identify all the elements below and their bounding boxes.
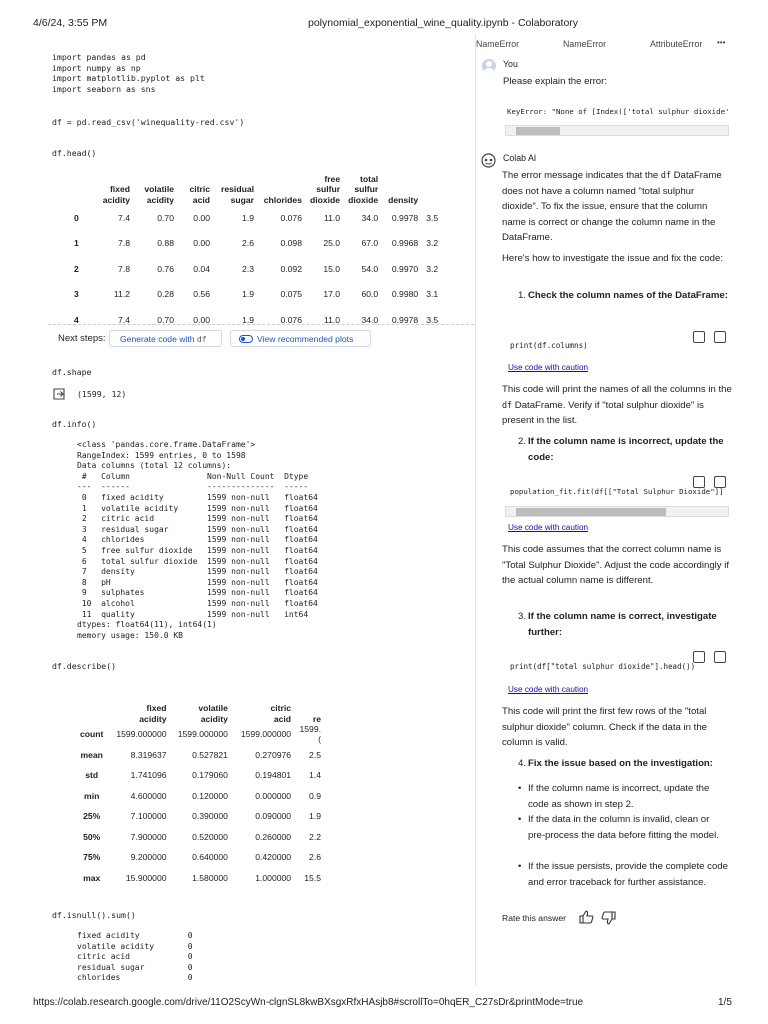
describe-cell: 1.4 — [309, 770, 321, 781]
print-page-number: 1/5 — [718, 997, 732, 1008]
head-cell: 7.4 — [118, 314, 130, 325]
head-output-table — [70, 173, 474, 333]
describe-cell: 1599.000000 — [116, 729, 167, 740]
ai-paragraph-2: Here's how to investigate the issue and fix the code: — [502, 253, 724, 264]
use-code-link-1[interactable]: Use code with caution — [508, 363, 589, 372]
describe-cell: 2.2 — [309, 831, 321, 842]
head-cell: 11.0 — [324, 314, 341, 325]
describe-cell: 7.100000 — [130, 811, 167, 822]
head-cell: 7.8 — [118, 238, 130, 249]
step-4-text: Fix the issue based on the investigation: — [528, 758, 713, 769]
describe-cell: 75% — [83, 852, 101, 863]
describe-cell: 0.390000 — [192, 811, 228, 822]
describe-header-cell — [76, 692, 107, 724]
head-header-cell: chlorides — [263, 194, 302, 205]
colab-ai-icon — [481, 153, 496, 171]
user-message: Please explain the error: — [503, 76, 607, 87]
describe-cell: 9.200000 — [130, 852, 167, 863]
head-cell: 25.0 — [323, 238, 341, 249]
code-cell-head[interactable]: df.head() — [52, 148, 97, 158]
head-cell: 7.4 — [118, 212, 130, 223]
step-3-text: If the column name is correct, investigate further: — [528, 611, 717, 638]
head-cell: 11.2 — [113, 289, 130, 300]
bullet-3: • If the issue persists, provide the complete code and error traceback for further assistance. — [518, 861, 728, 888]
describe-header-cell: re — [312, 713, 321, 724]
describe-header-cell: fixed acidity — [139, 703, 167, 724]
describe-row — [76, 745, 325, 766]
code-suggestion-3: print(df["total sulphur dioxide"].head()) — [510, 662, 696, 671]
thumbs-up-icon[interactable] — [579, 910, 594, 927]
describe-row — [76, 847, 325, 868]
user-name: You — [503, 59, 518, 69]
head-cell: 0.9978 — [391, 212, 419, 223]
describe-row — [76, 868, 325, 889]
head-cell: 3.2 — [426, 238, 439, 249]
head-cell: 34.0 — [361, 314, 379, 325]
head-cell: 0.76 — [157, 263, 174, 274]
describe-cell: 25% — [83, 811, 101, 822]
thumbs-down-icon[interactable] — [601, 911, 616, 928]
ai-p1-df: df — [660, 170, 672, 180]
head-header-cell: free sulfur dioxide — [310, 173, 341, 205]
step-3: 3. If the column name is correct, investigate further: — [518, 611, 717, 638]
describe-cell: 2.6 — [309, 852, 321, 863]
head-cell: 54.0 — [361, 263, 379, 274]
head-cell: 2.6 — [242, 238, 254, 249]
head-cell: 3.2 — [426, 263, 439, 274]
rate-answer-label: Rate this answer — [502, 913, 567, 923]
next-steps-label: Next steps: — [58, 333, 106, 344]
code-cell-imports[interactable]: import pandas as pd import numpy as np import matplotlib.pyplot as plt import seaborn as sns — [52, 52, 205, 94]
code-suggestion-1: print(df.columns) — [510, 341, 588, 350]
head-cell: 0.00 — [193, 212, 210, 223]
copy-icon-1[interactable] — [693, 331, 705, 343]
describe-cell: std — [85, 770, 99, 781]
head-cell: 0 — [74, 212, 79, 223]
step-1: 1. Check the column names of the DataFrame: — [518, 290, 728, 301]
head-cell: 2 — [74, 263, 79, 274]
output-arrow-icon — [53, 388, 65, 403]
head-header-cell: citric acid — [189, 184, 210, 205]
describe-row — [76, 724, 325, 745]
ai-p3-text-b: DataFrame. Verify if "total sulphur dioxide" is present in the list. — [502, 399, 704, 427]
head-cell: 0.092 — [280, 263, 302, 274]
colab-ai-panel — [475, 34, 737, 986]
describe-cell: 0.179060 — [192, 770, 228, 781]
head-cell: 0.075 — [280, 289, 302, 300]
head-header-cell — [422, 173, 442, 205]
head-cell: 4 — [74, 314, 79, 325]
describe-cell: 1.741096 — [130, 770, 167, 781]
describe-cell: 1.9 — [309, 811, 321, 822]
more-options-icon[interactable]: ••• — [717, 38, 726, 47]
describe-cell: min — [84, 790, 100, 801]
head-cell: 7.8 — [118, 263, 130, 274]
describe-cell: 2.5 — [309, 749, 321, 760]
describe-row — [76, 786, 325, 807]
head-cell: 0.70 — [157, 314, 174, 325]
insert-icon-1[interactable] — [714, 331, 726, 343]
describe-cell: 8.319637 — [130, 749, 167, 760]
head-row — [70, 256, 442, 282]
head-cell: 0.9968 — [391, 238, 419, 249]
head-cell: 0.70 — [157, 212, 174, 223]
describe-cell: 0.120000 — [192, 790, 228, 801]
generate-code-label: Generate code with — [120, 334, 195, 344]
describe-row — [76, 806, 325, 827]
head-cell: 0.56 — [193, 289, 210, 300]
ai-p1-text-b: DataFrame does not have a column named "total sulphur dioxide". To fix the issue, ensure that the column name is correct or change the column name in the DataFrame. — [502, 170, 722, 244]
head-cell: 3.5 — [426, 212, 439, 223]
head-row — [70, 205, 442, 231]
ai-name: Colab AI — [503, 153, 537, 163]
code-cell-describe[interactable]: df.describe() — [52, 661, 117, 671]
print-url: https://colab.research.google.com/drive/11O2ScyWn-clgnSL8kwBXsgxRfxHAsjb8#scrollTo=0hqER_C27sDr&printMode=true — [33, 997, 584, 1008]
describe-cell: 15.900000 — [125, 872, 167, 883]
head-cell: 0.098 — [280, 238, 302, 249]
print-title: polynomial_exponential_wine_quality.ipynb - Colaboratory — [308, 17, 579, 29]
describe-cell: mean — [80, 749, 103, 760]
head-cell: 0.28 — [157, 289, 174, 300]
insert-icon-3[interactable] — [714, 651, 726, 663]
head-row — [70, 282, 442, 308]
describe-cell: 0.9 — [309, 790, 321, 801]
ai-paragraph-3 — [502, 382, 732, 429]
describe-header-cell: volatile acidity — [198, 703, 228, 724]
describe-cell: 0.420000 — [255, 852, 292, 863]
head-cell: 0.04 — [193, 263, 210, 274]
describe-cell: 50% — [83, 831, 101, 842]
describe-header-cell: citric acid — [270, 703, 292, 724]
head-cell: 1.9 — [242, 212, 254, 223]
toggle-icon — [239, 335, 253, 343]
code-cell-isnull[interactable]: df.isnull().sum() — [52, 910, 136, 920]
describe-cell: 1599.000000 — [177, 729, 228, 740]
ai-p3-text-a: This code will print the names of all the columns in the — [502, 384, 732, 395]
view-plots-button[interactable] — [230, 330, 371, 347]
user-avatar — [482, 59, 496, 73]
describe-row — [76, 827, 325, 848]
describe-cell: 4.600000 — [130, 790, 167, 801]
head-header-cell: fixed acidity — [102, 184, 130, 205]
head-cell: 67.0 — [361, 238, 379, 249]
ai-paragraph-1 — [502, 168, 732, 246]
tab-nameerror-2[interactable]: NameError — [563, 39, 607, 49]
head-cell: 0.076 — [280, 212, 302, 223]
head-cell: 0.9978 — [391, 314, 419, 325]
generate-code-df: df — [196, 335, 207, 344]
describe-cell: max — [83, 872, 101, 883]
head-cell: 34.0 — [361, 212, 379, 223]
step-2: 2. If the column name is incorrect, update the code: — [518, 436, 724, 463]
code-cell-info[interactable]: df.info() — [52, 419, 97, 429]
print-datetime: 4/6/24, 3:55 PM — [33, 17, 108, 29]
describe-cell: 0.520000 — [192, 831, 228, 842]
head-cell: 3 — [74, 289, 79, 300]
describe-cell: 1.580000 — [192, 872, 228, 883]
head-cell: 0.00 — [193, 314, 210, 325]
head-cell: 0.9970 — [391, 263, 419, 274]
head-cell: 1 — [74, 238, 79, 249]
code-cell-read-csv[interactable]: df = pd.read_csv('winequality-red.csv') — [52, 117, 245, 127]
code-2-scrollbar[interactable] — [505, 506, 729, 517]
describe-output-table — [76, 692, 325, 888]
head-cell: 0.00 — [193, 238, 210, 249]
bullet-1: • If the column name is incorrect, update the code as shown in step 2. — [518, 783, 710, 810]
head-cell: 15.0 — [323, 263, 341, 274]
head-header-cell: residual sugar — [221, 184, 254, 205]
view-plots-label: View recommended plots — [257, 334, 354, 344]
code-suggestion-2: population_fit.fit(df[["Total Sulphur Dioxide"]] — [510, 487, 724, 496]
describe-cell: count — [80, 729, 104, 740]
ai-paragraph-5: This code will print the first few rows of the "total sulphur dioxide" column. Check if the data in the column is valid. — [502, 706, 707, 749]
output-separator — [48, 324, 474, 325]
head-cell: 0.9980 — [391, 289, 419, 300]
describe-cell: 0.260000 — [255, 831, 292, 842]
error-snippet: KeyError: "None of [Index(['total sulphur dioxide' — [507, 107, 730, 116]
code-cell-shape[interactable]: df.shape — [52, 367, 92, 377]
describe-cell: 0.000000 — [255, 790, 292, 801]
ai-p3-df: df — [502, 399, 513, 410]
describe-cell: 15.5 — [304, 872, 321, 883]
use-code-link-2[interactable]: Use code with caution — [508, 523, 589, 532]
ai-paragraph-4: This code assumes that the correct column name is "Total Sulphur Dioxide". Adjust the code accordingly if the actual column name is different. — [502, 544, 730, 587]
shape-output: (1599, 12) — [77, 389, 127, 399]
info-output: <class 'pandas.core.frame.DataFrame'> RangeIndex: 1599 entries, 0 to 1598 Data columns (total 12 columns): # Column Non-Null Count Dtype --- ------ -------------- ----- 0 fixed acidity 1599 non-null float64 1 volatile acidity 1599 non-null float64 2 citric acid 1599 non-null float64 3 residual sugar 1599 non-null float64 4 chlorides 1599 non-null float64 5 free sulfur dioxide 1599 non-null float64 6 total sulfur dioxide 1599 non-null float64 7 density 1599 non-null float64 8 pH 1599 non-null float64 9 sulphates 1599 non-null float64 10 alcohol 1599 non-null float64 11 quality 1599 non-null int64 dtypes: float64(11), int64(1) memory usage: 150.0 KB — [77, 440, 318, 640]
head-cell: 3.1 — [426, 289, 439, 300]
describe-cell: 1599.( — [299, 724, 321, 745]
head-cell: 3.5 — [426, 314, 439, 325]
describe-cell: 1.000000 — [255, 872, 292, 883]
ai-p1-text-a: The error message indicates that the — [502, 170, 661, 181]
head-cell: 11.0 — [324, 212, 341, 223]
describe-cell: 0.527821 — [192, 749, 228, 760]
describe-cell: 0.090000 — [255, 811, 292, 822]
step-4: 4. Fix the issue based on the investigation: — [518, 758, 713, 769]
describe-cell: 0.640000 — [192, 852, 228, 863]
head-header-cell: volatile acidity — [144, 184, 174, 205]
bullet-2: • If the data in the column is invalid, clean or pre-process the data before fitting the model. — [518, 814, 719, 841]
describe-cell: 0.270976 — [255, 749, 292, 760]
head-cell: 1.9 — [242, 289, 254, 300]
head-cell: 0.076 — [280, 314, 302, 325]
tab-attributeerror[interactable]: AttributeError — [650, 39, 703, 49]
head-header-cell — [70, 173, 90, 205]
describe-row — [76, 765, 325, 786]
head-cell: 2.3 — [242, 263, 254, 274]
isnull-output: fixed acidity 0 volatile acidity 0 citric acid 0 residual sugar 0 chlorides 0 — [77, 931, 193, 983]
step-2-text: If the column name is incorrect, update the code: — [528, 436, 724, 463]
describe-cell: 0.194801 — [255, 770, 292, 781]
head-header-cell: density — [388, 194, 419, 205]
head-row — [70, 307, 442, 333]
error-snippet-scrollbar[interactable] — [505, 125, 729, 136]
head-row — [70, 231, 442, 257]
head-cell: 17.0 — [323, 289, 341, 300]
head-cell: 60.0 — [361, 289, 379, 300]
tab-nameerror-1[interactable]: NameError — [476, 39, 520, 49]
describe-cell: 7.900000 — [130, 831, 167, 842]
head-cell: 0.88 — [157, 238, 174, 249]
use-code-link-3[interactable]: Use code with caution — [508, 685, 589, 694]
describe-cell: 1599.000000 — [240, 729, 292, 740]
step-1-text: Check the column names of the DataFrame: — [528, 290, 728, 301]
head-cell: 1.9 — [242, 314, 254, 325]
head-header-cell: total sulfur dioxide — [348, 173, 379, 205]
generate-code-button[interactable] — [109, 330, 222, 347]
